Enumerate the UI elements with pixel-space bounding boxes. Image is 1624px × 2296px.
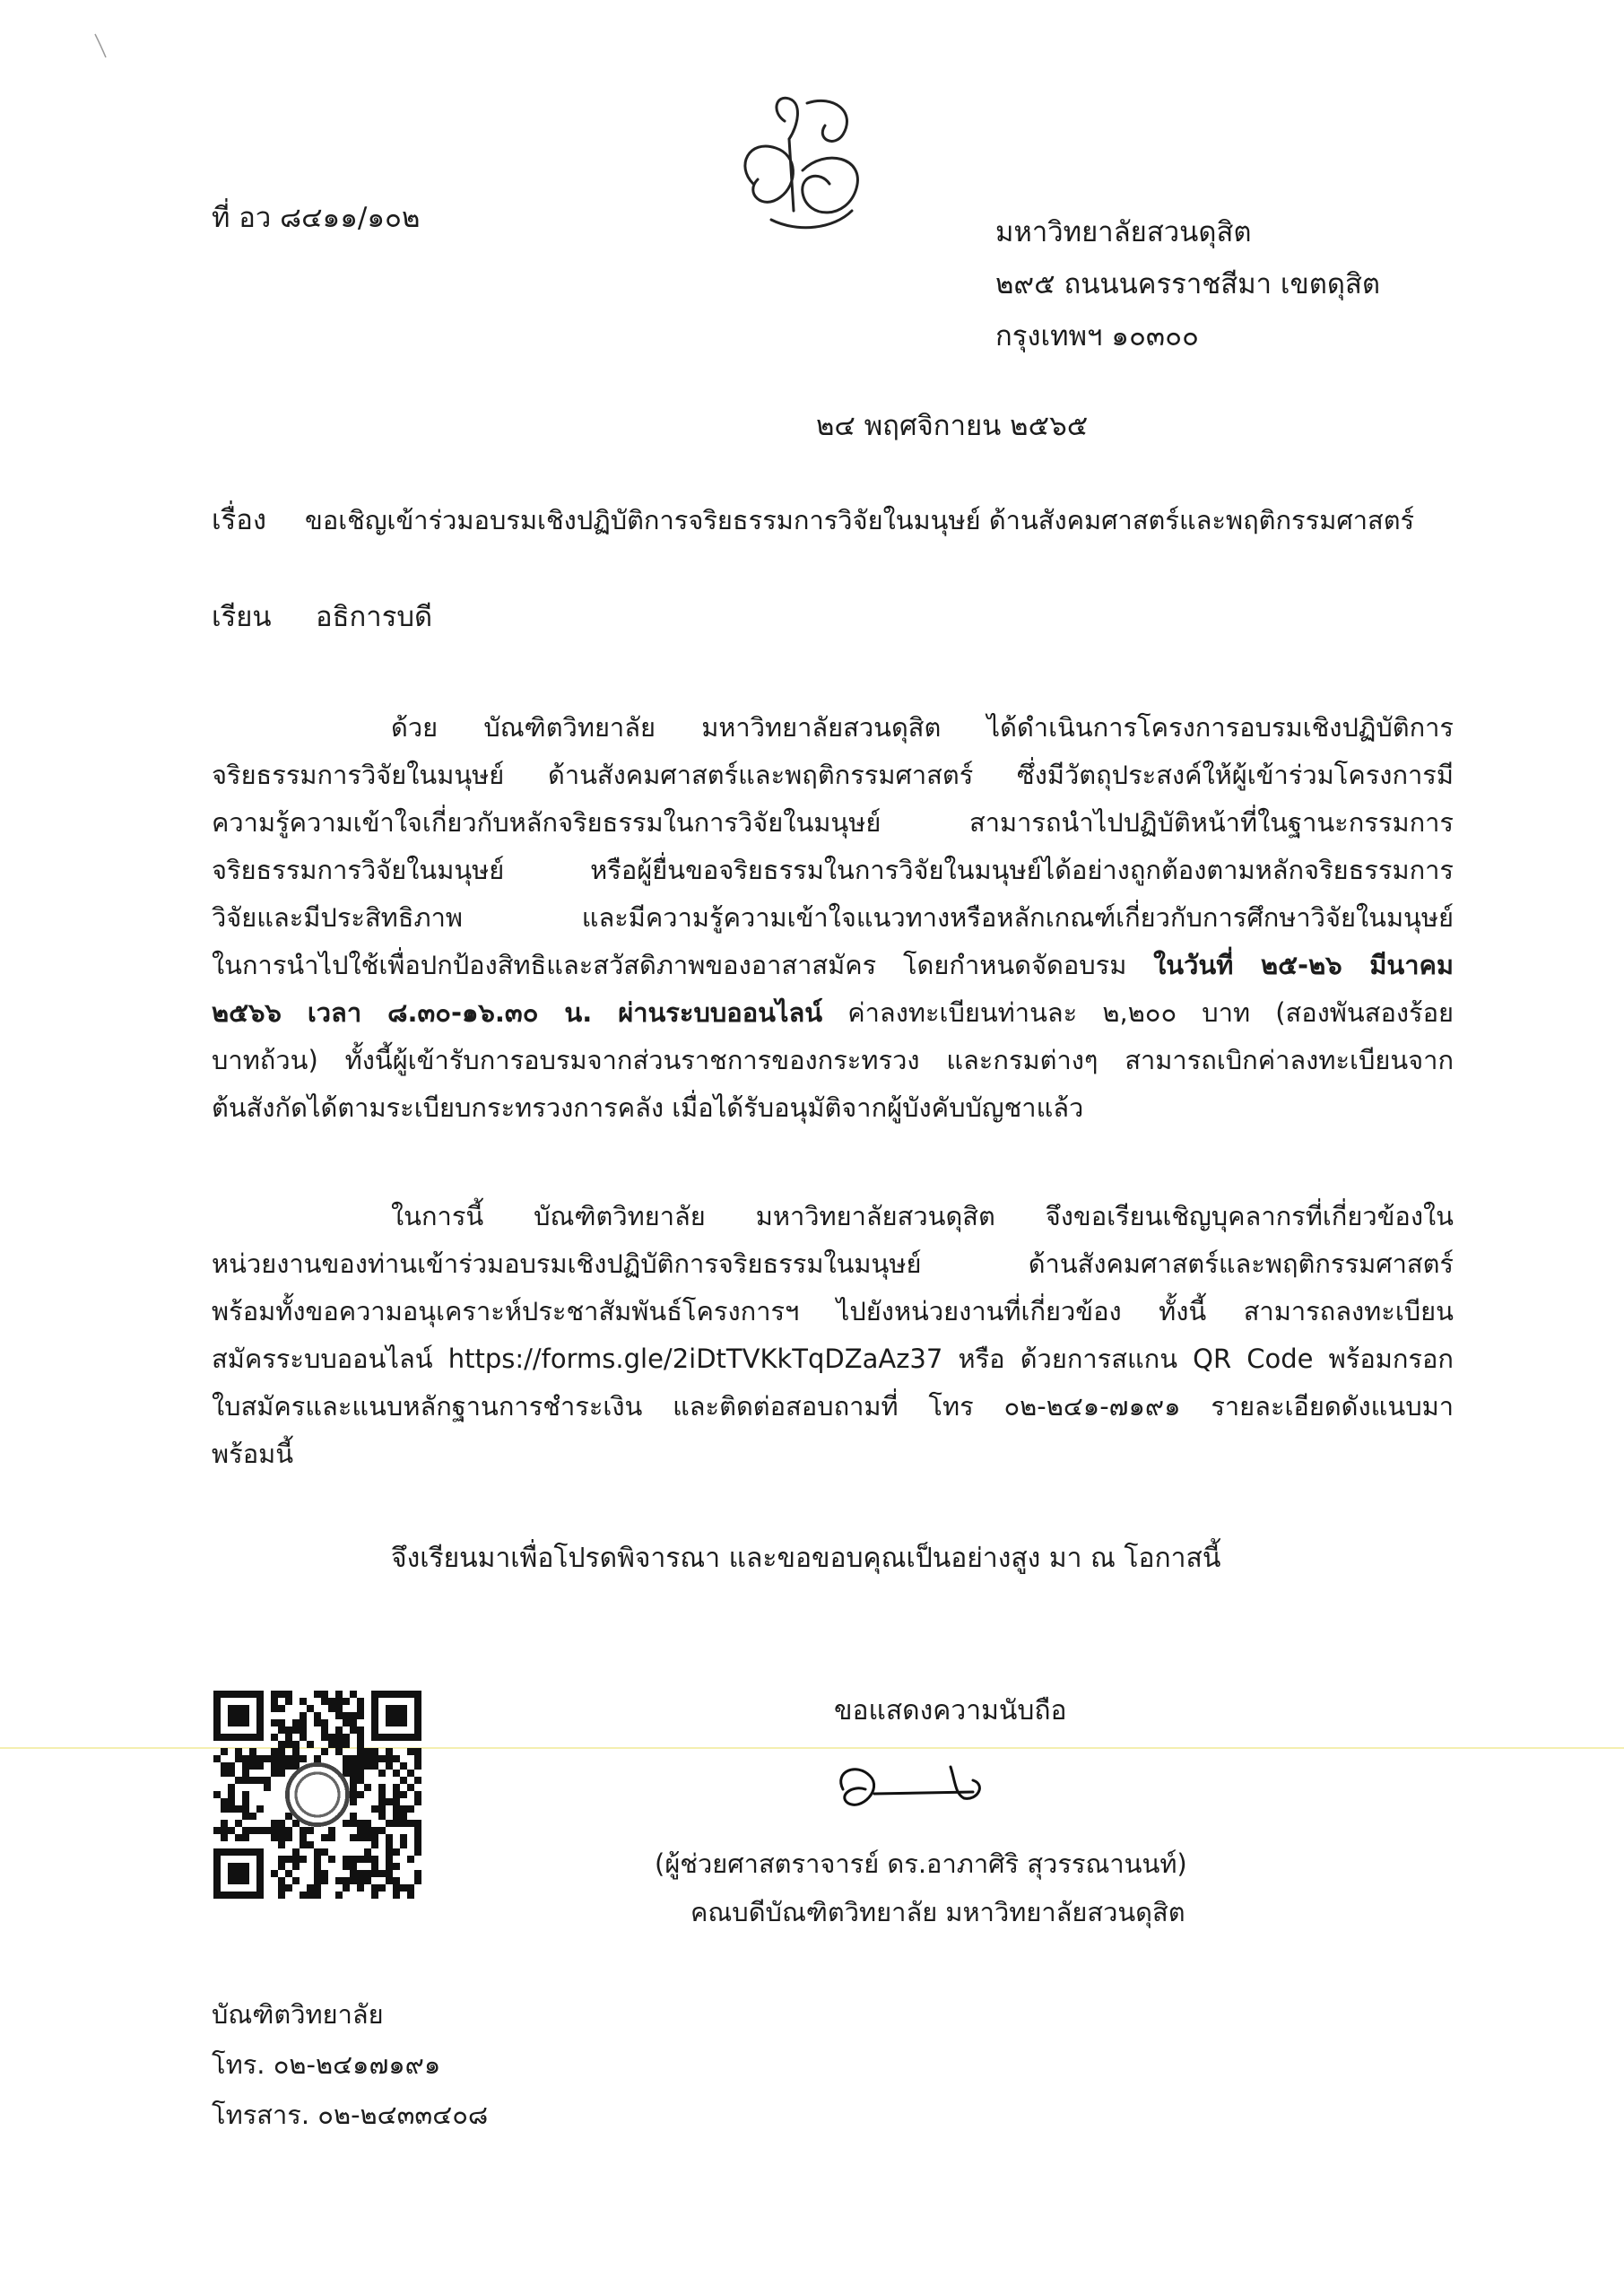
training-time-bold: ๒๕๖๖ เวลา ๘.๓๐-๑๖.๓๐ น. ผ่านระบบออนไลน์ <box>212 997 823 1028</box>
paragraph-text: ในการนำไปใช้เพื่อปกป้องสิทธิและสวัสดิภาพของอาสาสมัคร โดยกำหนดจัดอบรม <box>212 950 1127 980</box>
paragraph-line: สมัครระบบออนไลน์ https://forms.gle/2iDtTVKkTqDZaAz37 หรือ ด้วยการสแกน QR Code พร้อมกรอก <box>212 1344 1454 1374</box>
sender-address <box>995 206 1380 362</box>
body-paragraph-1 <box>212 704 1454 1132</box>
qr-code-icon[interactable] <box>213 1691 421 1899</box>
department-contact <box>212 1989 488 2140</box>
paragraph-line: ในการนี้ บัณฑิตวิทยาลัย มหาวิทยาลัยสวนดุสิต จึงขอเรียนเชิญบุคลากรที่เกี่ยวข้องใน <box>391 1201 1454 1231</box>
scan-mark <box>93 32 108 59</box>
paragraph-line: ต้นสังกัดได้ตามระเบียบกระทรวงการคลัง เมื่อได้รับอนุมัติจากผู้บังคับบัญชาแล้ว <box>212 1092 1084 1123</box>
training-date-bold: ในวันที่ ๒๕-๒๖ มีนาคม <box>1153 950 1454 980</box>
paragraph-line <box>212 942 1454 989</box>
paragraph-line: จริยธรรมการวิจัยในมนุษย์ หรือผู้ยื่นขอจริยธรรมในการวิจัยในมนุษย์ได้อย่างถูกต้องตามหลักจริยธรรมการ <box>212 855 1454 885</box>
address-line: กรุงเทพฯ ๑๐๓๐๐ <box>995 320 1199 352</box>
signature-icon <box>807 1749 1022 1830</box>
regards-text: ขอแสดงความนับถือ <box>834 1695 1067 1726</box>
address-line: ๒๙๕ ถนนนครราชสีมา เขตดุสิต <box>995 268 1381 300</box>
recipient-text: อธิการบดี <box>316 601 433 633</box>
paragraph-line: พร้อมทั้งขอความอนุเคราะห์ประชาสัมพันธ์โครงการฯ ไปยังหน่วยงานที่เกี่ยวข้อง ทั้งนี้ สามารถลงทะเบียน <box>212 1296 1454 1326</box>
signer-name: (ผู้ช่วยศาสตราจารย์ ดร.อาภาศิริ สุวรรณานนท์) <box>655 1848 1187 1879</box>
recipient-label: เรียน <box>212 601 272 633</box>
reference-number: ที่ อว ๘๔๑๑/๑๐๒ <box>212 202 421 234</box>
paragraph-line: บาทถ้วน) ทั้งนี้ผู้เข้ารับการอบรมจากส่วนราชการของกระทรวง และกรมต่างๆ สามารถเบิกค่าลงทะเบียนจาก <box>212 1045 1454 1075</box>
paragraph-line: ด้วย บัณฑิตวิทยาลัย มหาวิทยาลัยสวนดุสิต ได้ดำเนินการโครงการอบรมเชิงปฏิบัติการ <box>391 712 1454 743</box>
subject-label: เรื่อง <box>212 504 267 536</box>
paragraph-line <box>212 989 1454 1037</box>
letter-date: ๒๔ พฤศจิกายน ๒๕๖๕ <box>816 410 1089 442</box>
dept-line: โทร. ๐๒-๒๔๑๗๑๙๑ <box>212 2049 441 2080</box>
closing-sentence: จึงเรียนมาเพื่อโปรดพิจารณา และขอขอบคุณเป็นอย่างสูง มา ณ โอกาสนี้ <box>391 1543 1221 1574</box>
paragraph-line: หน่วยงานของท่านเข้าร่วมอบรมเชิงปฏิบัติการจริยธรรมในมนุษย์ ด้านสังคมศาสตร์และพฤติกรรมศาสตร์ <box>212 1248 1454 1279</box>
dept-line: โทรสาร. ๐๒-๒๔๓๓๔๐๘ <box>212 2100 489 2130</box>
royal-seal-icon <box>699 85 906 247</box>
paragraph-line: ใบสมัครและแนบหลักฐานการชำระเงิน และติดต่อสอบถามที่ โทร ๐๒-๒๔๑-๗๑๙๑ รายละเอียดดังแนบมา <box>212 1391 1454 1422</box>
paragraph-line: ความรู้ความเข้าใจเกี่ยวกับหลักจริยธรรมในการวิจัยในมนุษย์ สามารถนำไปปฏิบัติหน้าที่ในฐานะกรรมการ <box>212 807 1454 838</box>
paragraph-line: วิจัยและมีประสิทธิภาพ และมีความรู้ความเข้าใจแนวทางหรือหลักเกณฑ์เกี่ยวกับการศึกษาวิจัยในมนุษย์ <box>212 902 1454 933</box>
subject-text: ขอเชิญเข้าร่วมอบรมเชิงปฏิบัติการจริยธรรมการวิจัยในมนุษย์ ด้านสังคมศาสตร์และพฤติกรรมศาสตร์ <box>305 505 1415 535</box>
paragraph-text: ค่าลงทะเบียนท่านละ ๒,๒๐๐ บาท (สองพันสองร้อย <box>847 997 1454 1028</box>
body-paragraph-2 <box>212 1193 1454 1478</box>
signer-title: คณบดีบัณฑิตวิทยาลัย มหาวิทยาลัยสวนดุสิต <box>690 1897 1185 1927</box>
address-line: มหาวิทยาลัยสวนดุสิต <box>995 216 1252 248</box>
paragraph-line: จริยธรรมการวิจัยในมนุษย์ ด้านสังคมศาสตร์และพฤติกรรมศาสตร์ ซึ่งมีวัตถุประสงค์ให้ผู้เข้าร่วมโครงการมี <box>212 760 1454 790</box>
dept-line: บัณฑิตวิทยาลัย <box>212 1999 384 2030</box>
paragraph-line: พร้อมนี้ <box>212 1439 294 1469</box>
